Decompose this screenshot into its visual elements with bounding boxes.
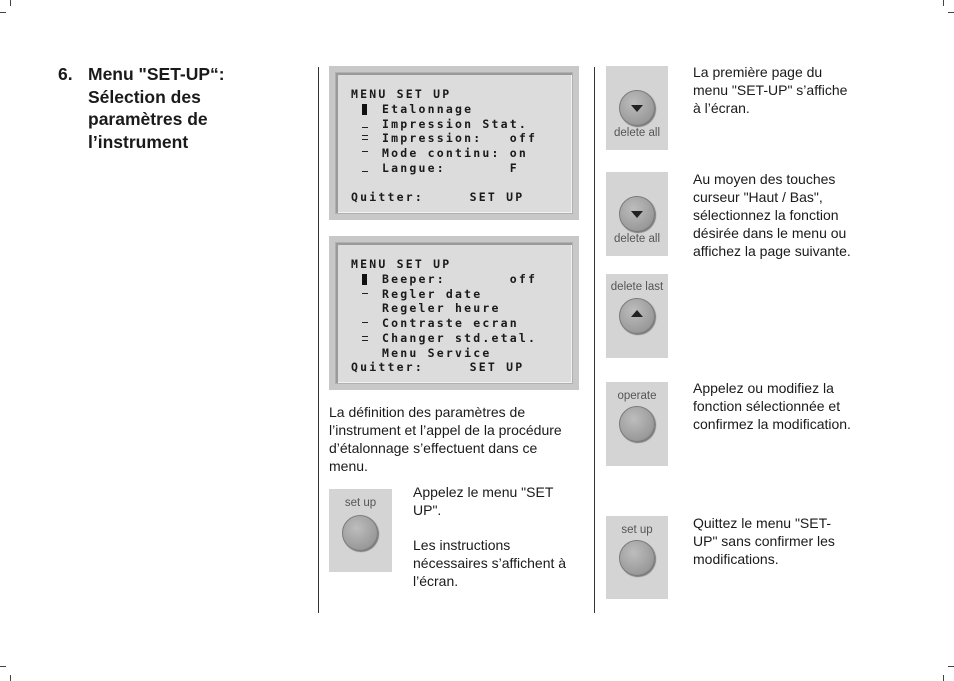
column-divider-right <box>594 67 595 613</box>
cursor-down-button[interactable] <box>619 196 655 232</box>
lcd-line: Mode continu: on <box>382 146 528 160</box>
lcd-display <box>335 242 573 384</box>
lcd-cursor <box>362 274 367 285</box>
operate-key-panel <box>606 382 668 466</box>
key-label: delete all <box>613 233 661 245</box>
instruction-quit: Quittez le menu "SET-UP" sans confirmer les modifications. <box>693 515 835 567</box>
delete-all-key-panel <box>606 66 668 150</box>
lcd-display <box>335 72 573 214</box>
crop-mark <box>948 12 954 13</box>
crop-mark <box>943 0 944 6</box>
column-divider-left <box>318 67 319 613</box>
cursor-down-button[interactable] <box>619 90 655 126</box>
lcd-line: Impression: off <box>382 131 538 145</box>
lcd-line: MENU SET UP <box>351 87 452 101</box>
lcd-line: Langue: F <box>382 161 519 175</box>
lcd-cursor <box>362 104 367 115</box>
set-up-button[interactable] <box>342 515 378 551</box>
operate-button[interactable] <box>619 406 655 442</box>
crop-mark <box>0 666 6 667</box>
key-label: set up <box>621 524 653 536</box>
set-up-note: Les instructions nécessaires s’affichent à l’écran. <box>413 537 567 589</box>
set-up-key-panel <box>329 489 392 572</box>
delete-all-key-panel <box>606 172 668 256</box>
crop-mark <box>943 675 944 681</box>
instruction-cursor-keys: Au moyen des touches curseur "Haut / Bas", sélectionnez la fonction désirée dans le menu ou affichez la page suivante. <box>693 171 851 259</box>
lcd-cursor-mark <box>362 124 368 128</box>
lcd-line: Etalonnage <box>382 102 474 116</box>
key-label: delete last <box>610 281 664 293</box>
lcd-cursor-mark <box>362 151 368 155</box>
instruction-operate: Appelez ou modifiez la fonction sélectionnée et confirmez la modification. <box>693 380 851 432</box>
set-up-instruction: Appelez le menu "SET UP". <box>413 484 554 518</box>
section-number: 6. <box>58 64 73 84</box>
lcd-cursor-mark <box>362 290 368 294</box>
lcd-line: MENU SET UP <box>351 257 452 271</box>
section-title: Menu "SET-UP“: Sélection des paramètres de l’instrument <box>88 64 225 152</box>
key-label: set up <box>344 497 377 509</box>
key-label: operate <box>617 390 657 402</box>
lcd-line: Changer std.etal. <box>382 331 538 345</box>
lcd-cursor-mark <box>362 168 368 172</box>
crop-mark <box>10 0 11 6</box>
crop-mark <box>0 12 6 13</box>
cursor-up-button[interactable] <box>619 298 655 334</box>
lcd-screen-page-2 <box>329 236 579 390</box>
set-up-key-panel <box>606 516 668 599</box>
crop-mark <box>948 666 954 667</box>
instruction-first-page: La première page du menu "SET-UP" s’affiche à l’écran. <box>693 64 848 116</box>
crop-mark <box>10 675 11 681</box>
lcd-line: Impression Stat. <box>382 117 528 131</box>
lcd-cursor-mark <box>362 135 368 140</box>
chevron-up-icon <box>631 310 643 317</box>
key-label: delete all <box>613 127 661 139</box>
lcd-screen-page-1 <box>329 66 579 220</box>
delete-last-key-panel <box>606 274 668 358</box>
intro-paragraph: La définition des paramètres de l’instrument et l’appel de la procédure d’étalonnage s’effectuent dans ce menu. <box>329 404 562 474</box>
lcd-line: Quitter: SET UP <box>351 190 525 204</box>
lcd-cursor-mark <box>362 336 368 341</box>
lcd-line: Contraste ecran <box>382 316 519 330</box>
lcd-line: Beeper: off <box>382 272 538 286</box>
lcd-line: Menu Service <box>382 346 492 360</box>
lcd-line: Quitter: SET UP <box>351 360 525 374</box>
lcd-line: Regler date <box>382 287 483 301</box>
lcd-cursor-mark <box>362 319 368 323</box>
lcd-line: Regeler heure <box>382 301 501 315</box>
set-up-button[interactable] <box>619 540 655 576</box>
chevron-down-icon <box>631 105 643 112</box>
chevron-down-icon <box>631 211 643 218</box>
